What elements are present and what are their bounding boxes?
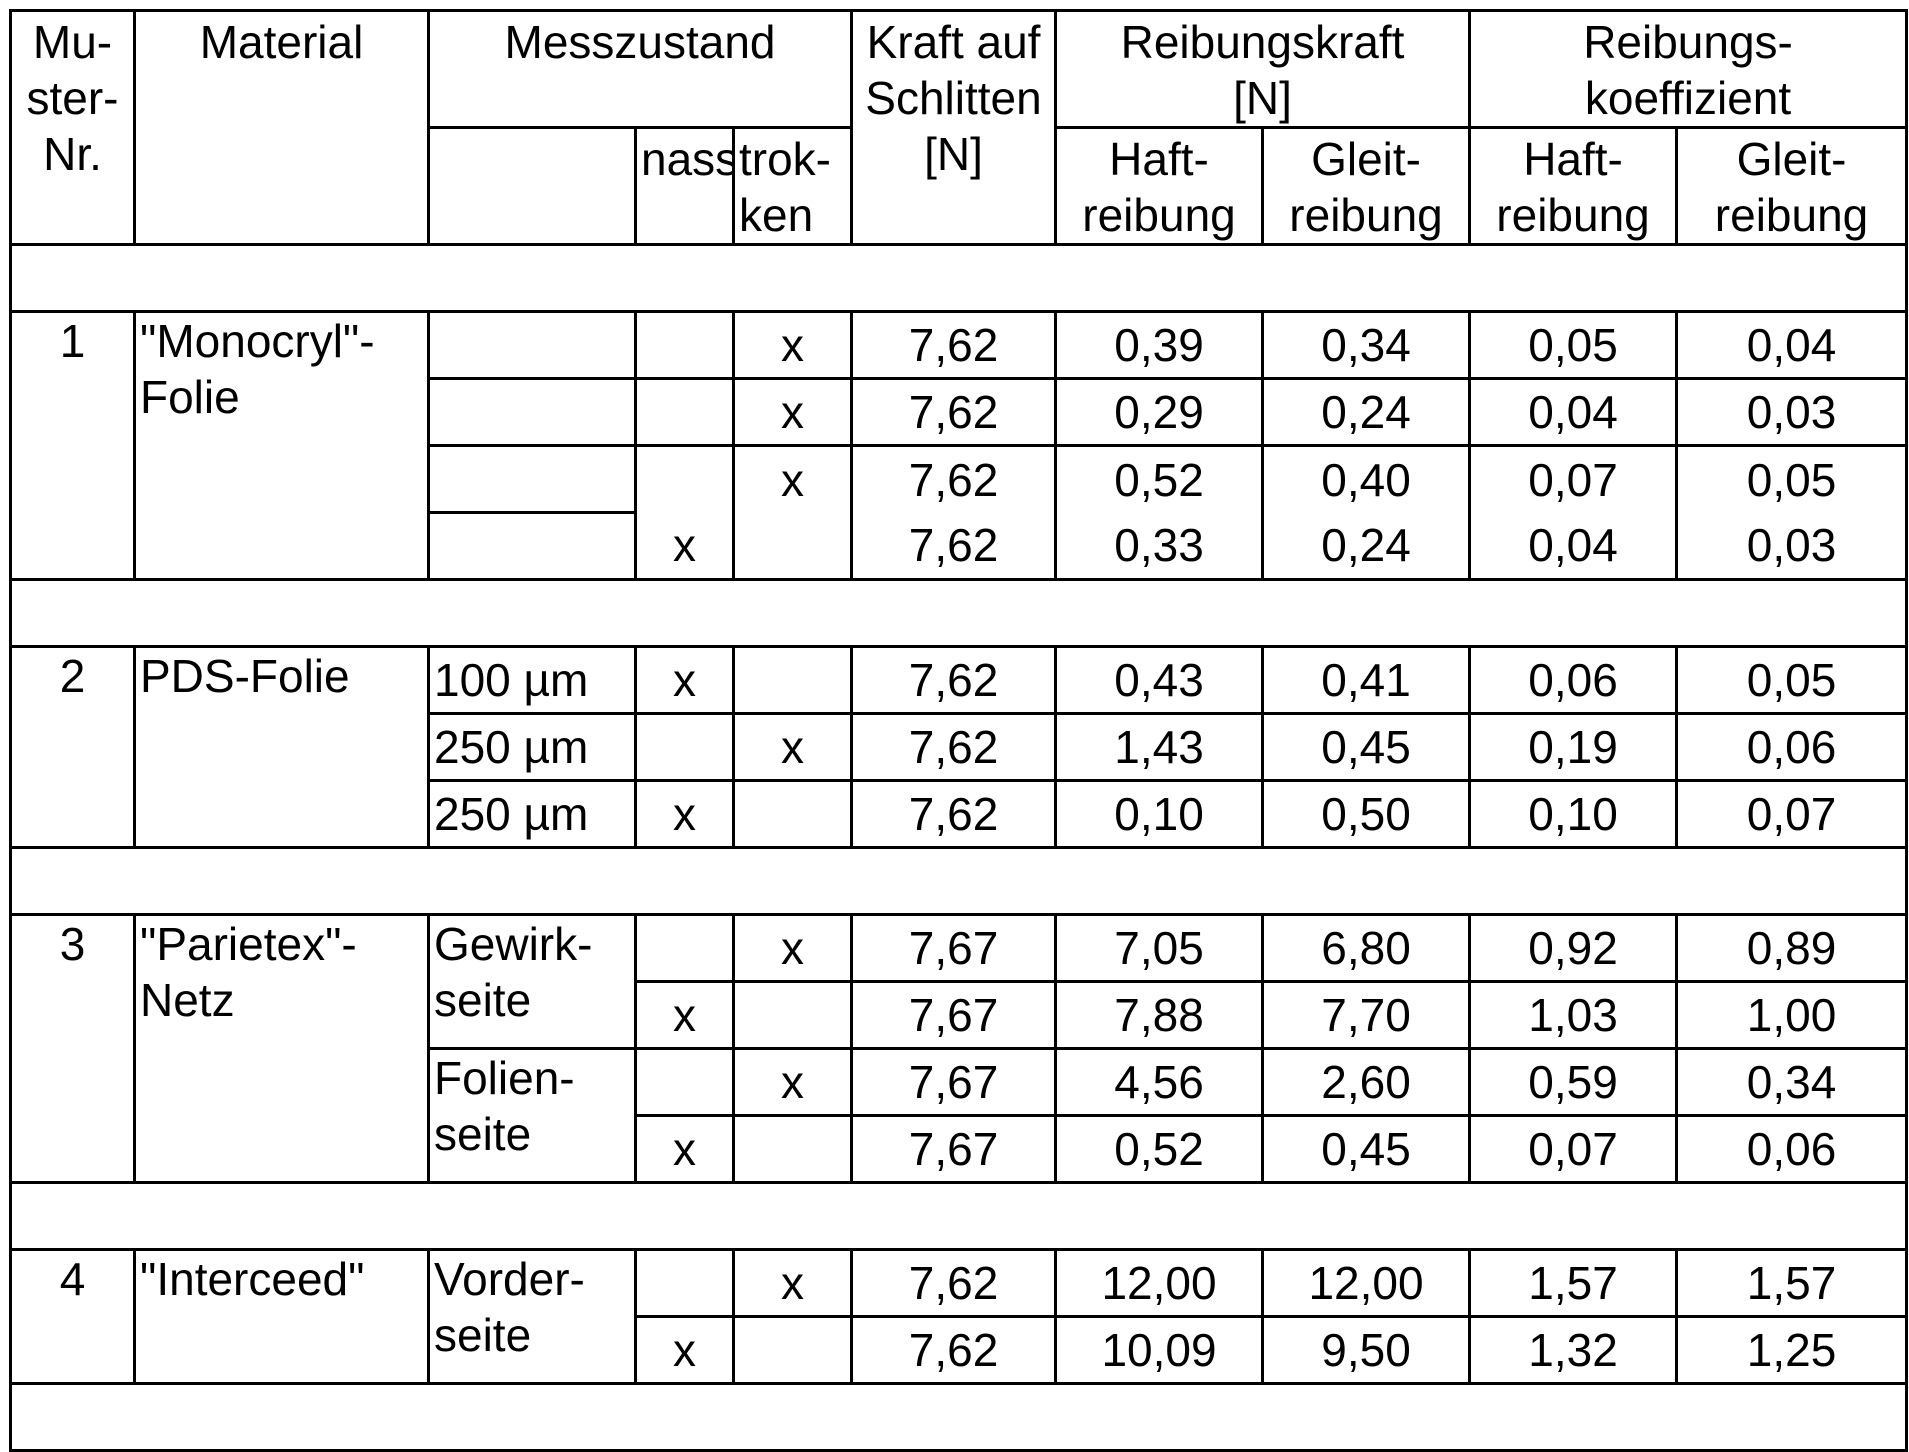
gleitreibung: 0,45: [1263, 1116, 1470, 1183]
trocken: x: [734, 915, 852, 982]
header-koeff-gleit: Gleit- reibung: [1677, 128, 1907, 245]
kraft: 7,62: [852, 379, 1056, 446]
haftreibung: 0,43: [1056, 647, 1263, 714]
gleitreibung: 12,00: [1263, 1250, 1470, 1317]
material: "Parietex"- Netz: [135, 915, 429, 1183]
friction-table: [9, 9, 1908, 1452]
haftreibung: 0,10: [1056, 781, 1263, 848]
koeff-gleit: 0,34: [1677, 1049, 1907, 1116]
trocken: [734, 781, 852, 848]
gleitreibung: 0,34: [1263, 312, 1470, 379]
koeff-haft: 0,04: [1470, 513, 1677, 580]
header-muster-nr: Mu- ster- Nr.: [11, 11, 135, 245]
gleitreibung: 9,50: [1263, 1317, 1470, 1384]
koeff-gleit: 1,57: [1677, 1250, 1907, 1317]
zustand: Vorder- seite: [429, 1250, 636, 1384]
header-reibungskraft: Reibungskraft [N]: [1056, 11, 1470, 128]
koeff-gleit: 0,06: [1677, 714, 1907, 781]
kraft: 7,67: [852, 1116, 1056, 1183]
gleitreibung: 0,45: [1263, 714, 1470, 781]
nass: [636, 1049, 734, 1116]
haftreibung: 0,39: [1056, 312, 1263, 379]
separator-row: [11, 848, 1907, 915]
trocken: x: [734, 379, 852, 446]
haftreibung: 10,09: [1056, 1317, 1263, 1384]
trocken: x: [734, 714, 852, 781]
nass: [636, 1250, 734, 1317]
kraft: 7,62: [852, 714, 1056, 781]
haftreibung: 7,05: [1056, 915, 1263, 982]
kraft: 7,62: [852, 513, 1056, 580]
trocken: [734, 1116, 852, 1183]
gleitreibung: 2,60: [1263, 1049, 1470, 1116]
separator-row: [11, 1183, 1907, 1250]
header-zustand-blank: [429, 128, 636, 245]
muster-nr: 1: [11, 312, 135, 580]
koeff-gleit: 1,25: [1677, 1317, 1907, 1384]
separator-row: [11, 245, 1907, 312]
header-material: Material: [135, 11, 429, 245]
koeff-haft: 0,06: [1470, 647, 1677, 714]
koeff-gleit: 1,00: [1677, 982, 1907, 1049]
kraft: 7,62: [852, 647, 1056, 714]
gleitreibung: 7,70: [1263, 982, 1470, 1049]
haftreibung: 0,52: [1056, 446, 1263, 513]
nass: x: [636, 781, 734, 848]
koeff-gleit: 0,04: [1677, 312, 1907, 379]
kraft: 7,62: [852, 446, 1056, 513]
separator-row: [11, 580, 1907, 647]
koeff-gleit: 0,06: [1677, 1116, 1907, 1183]
nass: x: [636, 1317, 734, 1384]
header-messzustand: Messzustand: [429, 11, 852, 128]
zustand: [429, 513, 636, 580]
trocken: x: [734, 446, 852, 513]
koeff-haft: 0,19: [1470, 714, 1677, 781]
nass: [636, 312, 734, 379]
koeff-haft: 0,92: [1470, 915, 1677, 982]
trocken: [734, 647, 852, 714]
kraft: 7,67: [852, 1049, 1056, 1116]
nass: x: [636, 982, 734, 1049]
nass: [636, 379, 734, 446]
koeff-gleit: 0,05: [1677, 446, 1907, 513]
kraft: 7,67: [852, 982, 1056, 1049]
koeff-haft: 0,04: [1470, 379, 1677, 446]
gleitreibung: 0,24: [1263, 379, 1470, 446]
trocken: [734, 982, 852, 1049]
gleitreibung: 0,24: [1263, 513, 1470, 580]
header-koeff-haft: Haft- reibung: [1470, 128, 1677, 245]
haftreibung: 0,33: [1056, 513, 1263, 580]
haftreibung: 7,88: [1056, 982, 1263, 1049]
koeff-gleit: 0,03: [1677, 513, 1907, 580]
trocken: [734, 1317, 852, 1384]
haftreibung: 1,43: [1056, 714, 1263, 781]
muster-nr: 3: [11, 915, 135, 1183]
material: "Monocryl"- Folie: [135, 312, 429, 580]
zustand: 250 µm: [429, 781, 636, 848]
zustand: Folien- seite: [429, 1049, 636, 1183]
header-reibungskoeffizient: Reibungs- koeffizient: [1470, 11, 1907, 128]
haftreibung: 0,29: [1056, 379, 1263, 446]
gleitreibung: 0,50: [1263, 781, 1470, 848]
material: "Interceed": [135, 1250, 429, 1384]
zustand: 100 µm: [429, 647, 636, 714]
muster-nr: 4: [11, 1250, 135, 1384]
nass: x: [636, 1116, 734, 1183]
haftreibung: 0,52: [1056, 1116, 1263, 1183]
koeff-haft: 1,03: [1470, 982, 1677, 1049]
koeff-haft: 0,10: [1470, 781, 1677, 848]
kraft: 7,62: [852, 1317, 1056, 1384]
koeff-gleit: 0,05: [1677, 647, 1907, 714]
haftreibung: 4,56: [1056, 1049, 1263, 1116]
kraft: 7,62: [852, 312, 1056, 379]
nass: x: [636, 513, 734, 580]
nass: [636, 714, 734, 781]
zustand: Gewirk- seite: [429, 915, 636, 1049]
zustand: [429, 446, 636, 513]
gleitreibung: 0,41: [1263, 647, 1470, 714]
header-kraft-gleit: Gleit- reibung: [1263, 128, 1470, 245]
koeff-haft: 0,59: [1470, 1049, 1677, 1116]
gleitreibung: 0,40: [1263, 446, 1470, 513]
koeff-haft: 0,05: [1470, 312, 1677, 379]
trocken: x: [734, 1250, 852, 1317]
header-nass: nass: [636, 128, 734, 245]
koeff-gleit: 0,07: [1677, 781, 1907, 848]
kraft: 7,62: [852, 781, 1056, 848]
koeff-haft: 1,57: [1470, 1250, 1677, 1317]
koeff-gleit: 0,89: [1677, 915, 1907, 982]
koeff-haft: 1,32: [1470, 1317, 1677, 1384]
trocken: x: [734, 312, 852, 379]
nass: x: [636, 647, 734, 714]
koeff-haft: 0,07: [1470, 1116, 1677, 1183]
trocken: x: [734, 1049, 852, 1116]
koeff-haft: 0,07: [1470, 446, 1677, 513]
trocken: [734, 513, 852, 580]
header-trocken: trok- ken: [734, 128, 852, 245]
kraft: 7,67: [852, 915, 1056, 982]
koeff-gleit: 0,03: [1677, 379, 1907, 446]
zustand: 250 µm: [429, 714, 636, 781]
header-kraft: Kraft auf Schlitten [N]: [852, 11, 1056, 245]
zustand: [429, 312, 636, 379]
zustand: [429, 379, 636, 446]
nass: [636, 446, 734, 513]
nass: [636, 915, 734, 982]
kraft: 7,62: [852, 1250, 1056, 1317]
haftreibung: 12,00: [1056, 1250, 1263, 1317]
separator-row: [11, 1384, 1907, 1451]
gleitreibung: 6,80: [1263, 915, 1470, 982]
material: PDS-Folie: [135, 647, 429, 848]
header-kraft-haft: Haft- reibung: [1056, 128, 1263, 245]
muster-nr: 2: [11, 647, 135, 848]
